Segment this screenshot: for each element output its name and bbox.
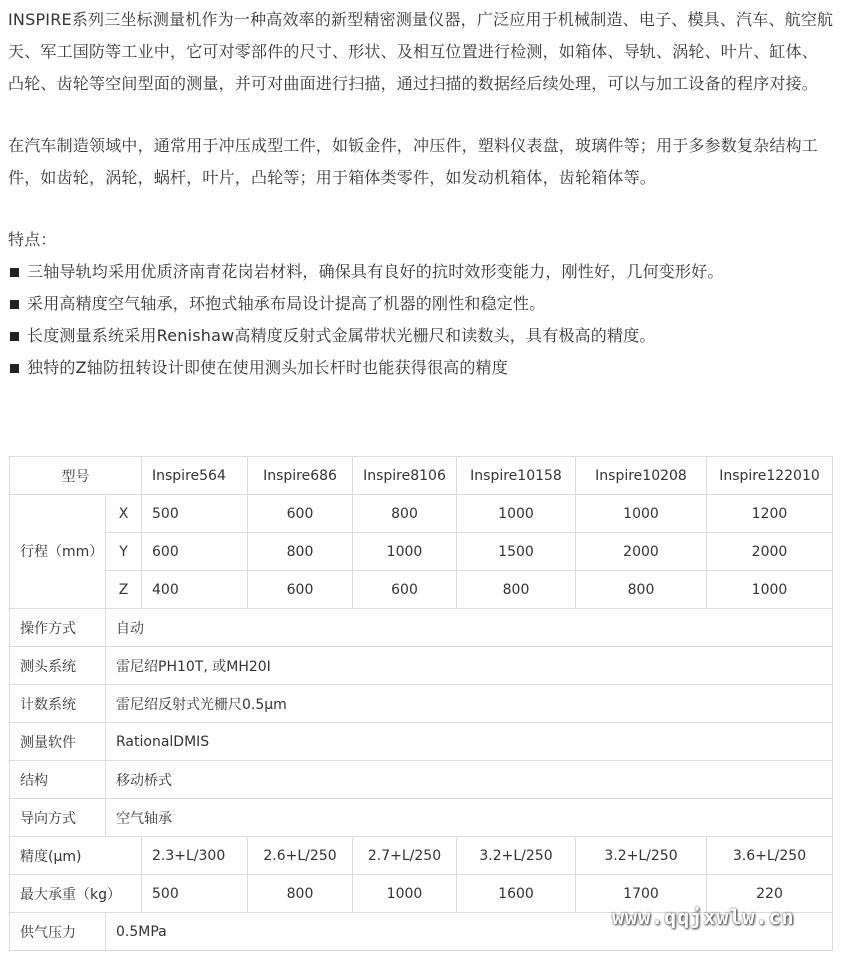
accuracy-cell: 3.2+L/250	[457, 837, 576, 875]
travel-y-cell: 1500	[457, 533, 576, 571]
spec-table	[9, 456, 833, 951]
table-row	[10, 837, 833, 875]
load-label: 最大承重（kg）	[10, 875, 142, 913]
feature-item: 采用高精度空气轴承，环抱式轴承布局设计提高了机器的刚性和稳定性。	[8, 288, 834, 320]
square-bullet-icon	[10, 364, 19, 373]
load-cell: 1600	[457, 875, 576, 913]
model-cell: Inspire10208	[576, 457, 707, 495]
accuracy-cell: 3.6+L/250	[707, 837, 833, 875]
table-row	[10, 799, 833, 837]
square-bullet-icon	[10, 300, 19, 309]
axis-x-label: X	[106, 495, 142, 533]
operation-value: 自动	[106, 609, 833, 647]
travel-x-cell: 1200	[707, 495, 833, 533]
intro-paragraph-1: INSPIRE系列三坐标测量机作为一种高效率的新型精密测量仪器，广泛应用于机械制造、电子、模具、汽车、航空航天、军工国防等工业中，它可对零部件的尺寸、形状、及相互位置进行检测，如箱体、导轨、涡轮、叶片、缸体、凸轮、齿轮等空间型面的测量，并可对曲面进行扫描，通过扫描的数据经后续处理，可以与加工设备的程序对接。	[8, 10, 834, 93]
model-cell: Inspire686	[248, 457, 353, 495]
load-cell: 500	[142, 875, 248, 913]
model-cell: Inspire10158	[457, 457, 576, 495]
travel-z-cell: 600	[248, 571, 353, 609]
watermark: www.qqjxwlw.cn	[612, 905, 795, 929]
model-label: 型号	[10, 457, 142, 495]
table-row	[10, 609, 833, 647]
software-value: RationalDMIS	[106, 723, 833, 761]
travel-y-cell: 2000	[576, 533, 707, 571]
travel-z-cell: 600	[353, 571, 457, 609]
load-cell: 1000	[353, 875, 457, 913]
counting-label: 计数系统	[10, 685, 106, 723]
travel-y-cell: 2000	[707, 533, 833, 571]
feature-item: 独特的Z轴防扭转设计即使在使用测头加长杆时也能获得很高的精度	[8, 352, 834, 384]
travel-x-cell: 500	[142, 495, 248, 533]
table-row	[10, 647, 833, 685]
table-row	[10, 761, 833, 799]
intro-paragraph-2: 在汽车制造领域中，通常用于冲压成型工件，如钣金件，冲压件，塑料仪表盘，玻璃件等；用于多参数复杂结构工件，如齿轮，涡轮，蜗杆，叶片，凸轮等；用于箱体类零件，如发动机箱体，齿轮箱体等。	[8, 136, 819, 187]
probe-label: 测头系统	[10, 647, 106, 685]
travel-x-cell: 1000	[576, 495, 707, 533]
accuracy-cell: 2.7+L/250	[353, 837, 457, 875]
probe-value: 雷尼绍PH10T, 或MH20I	[106, 647, 833, 685]
guide-value: 空气轴承	[106, 799, 833, 837]
square-bullet-icon	[10, 332, 19, 341]
feature-item: 三轴导轨均采用优质济南青花岗岩材料，确保具有良好的抗时效形变能力，刚性好，几何变形好。	[8, 256, 834, 288]
travel-x-cell: 600	[248, 495, 353, 533]
travel-z-cell: 400	[142, 571, 248, 609]
table-row	[10, 685, 833, 723]
accuracy-cell: 2.6+L/250	[248, 837, 353, 875]
counting-value: 雷尼绍反射式光栅尺0.5μm	[106, 685, 833, 723]
table-row	[10, 533, 833, 571]
air-label: 供气压力	[10, 913, 106, 951]
operation-label: 操作方式	[10, 609, 106, 647]
intro-text	[8, 4, 834, 384]
table-row	[10, 723, 833, 761]
square-bullet-icon	[10, 268, 19, 277]
travel-y-cell: 600	[142, 533, 248, 571]
load-cell: 220	[707, 875, 833, 913]
guide-label: 导向方式	[10, 799, 106, 837]
accuracy-cell: 2.3+L/300	[142, 837, 248, 875]
model-cell: Inspire8106	[353, 457, 457, 495]
travel-z-cell: 800	[457, 571, 576, 609]
model-cell: Inspire122010	[707, 457, 833, 495]
travel-y-cell: 800	[248, 533, 353, 571]
structure-label: 结构	[10, 761, 106, 799]
table-row	[10, 495, 833, 533]
travel-x-cell: 1000	[457, 495, 576, 533]
travel-z-cell: 1000	[707, 571, 833, 609]
table-row	[10, 571, 833, 609]
air-value: 0.5MPa	[106, 913, 833, 951]
axis-y-label: Y	[106, 533, 142, 571]
travel-label: 行程（mm）	[10, 495, 106, 609]
accuracy-label: 精度(μm)	[10, 837, 142, 875]
accuracy-cell: 3.2+L/250	[576, 837, 707, 875]
features-heading: 特点：	[8, 230, 57, 249]
travel-y-cell: 1000	[353, 533, 457, 571]
load-cell: 800	[248, 875, 353, 913]
feature-item: 长度测量系统采用Renishaw高精度反射式金属带状光栅尺和读数头，具有极高的精度。	[8, 320, 834, 352]
axis-z-label: Z	[106, 571, 142, 609]
table-row	[10, 457, 833, 495]
load-cell: 1700	[576, 875, 707, 913]
travel-x-cell: 800	[353, 495, 457, 533]
structure-value: 移动桥式	[106, 761, 833, 799]
travel-z-cell: 800	[576, 571, 707, 609]
model-cell: Inspire564	[142, 457, 248, 495]
software-label: 测量软件	[10, 723, 106, 761]
